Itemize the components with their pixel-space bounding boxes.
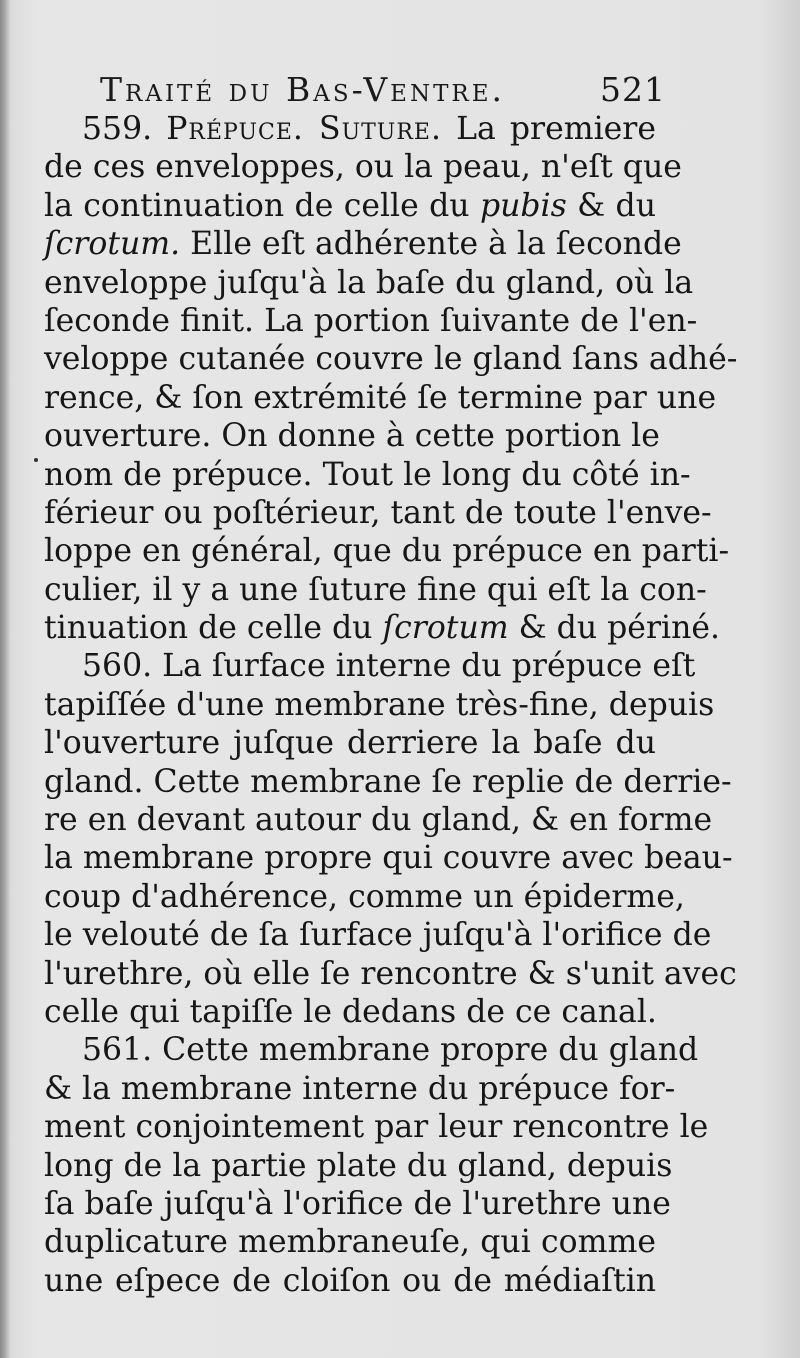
ink-speck xyxy=(34,458,38,462)
section-heading: Prépuce. Suture. xyxy=(166,111,442,147)
text-line: coup d'adhérence, comme un épiderme, xyxy=(44,878,685,915)
text-line: ſeconde finit. La portion ſuivante de l'en- xyxy=(44,302,698,339)
text-line: rence, & ſon extrémité ſe termine par une xyxy=(44,379,717,416)
text-line: de ces enveloppes, ou la peau, n'eſt que xyxy=(44,149,682,186)
text-line xyxy=(44,609,721,647)
text-line xyxy=(44,225,682,263)
line-text: & du xyxy=(566,187,656,224)
text-line: l'urethre, où elle ſe rencontre & s'unit avec xyxy=(44,955,737,992)
running-header xyxy=(100,70,666,110)
text-line: culier, il y a une ſuture fine qui eſt la con- xyxy=(44,571,707,608)
text-line: long de la partie plate du gland, depuis xyxy=(44,1147,673,1184)
text-line: une eſpece de cloiſon ou de médiaſtin xyxy=(44,1262,656,1299)
paragraph-number: 559. xyxy=(82,111,153,147)
page-number: 521 xyxy=(600,70,666,109)
text-line: celle qui tapiſſe le dedans de ce canal. xyxy=(44,993,657,1030)
text-line: ment conjointement par leur rencontre le xyxy=(44,1109,709,1146)
line-text: la continuation de celle du xyxy=(44,187,480,224)
italic-term: ſcrotum. xyxy=(44,226,181,263)
italic-term: pubis xyxy=(479,187,567,224)
body-text xyxy=(44,110,738,1300)
text-line: nom de prépuce. Tout le long du côté in- xyxy=(44,456,691,493)
line-text: La premiere xyxy=(441,111,657,147)
text-line: le velouté de ſa ſurface juſqu'à l'orifice de xyxy=(44,917,712,954)
text-line: tapiſſée d'une membrane très-fine, depuis xyxy=(44,686,715,723)
text-line: 561. Cette membrane propre du gland xyxy=(82,1032,699,1069)
running-title: Traité du Bas-Ventre. xyxy=(100,70,506,109)
text-line: duplicature membraneuſe, qui comme xyxy=(44,1224,656,1261)
text-line: & la membrane interne du prépuce for- xyxy=(44,1070,676,1107)
text-line: veloppe cutanée couvre le gland ſans adhé- xyxy=(44,341,738,378)
text-line xyxy=(44,187,656,225)
text-line: re en devant autour du gland, & en forme xyxy=(44,802,713,839)
text-line: ouverture. On donne à cette portion le xyxy=(44,418,660,455)
text-line: la membrane propre qui couvre avec beau- xyxy=(44,840,733,877)
text-line: 560. La ſurface interne du prépuce eſt xyxy=(82,648,696,685)
line-text: Elle eſt adhérente à la ſeconde xyxy=(180,226,682,263)
text-line: l'ouverture juſque derriere la baſe du xyxy=(44,725,656,762)
gutter-shadow xyxy=(0,0,10,1358)
text-line: gland. Cette membrane ſe replie de derrie- xyxy=(44,763,732,800)
text-line xyxy=(44,110,656,148)
text-line: loppe en général, que du prépuce en parti- xyxy=(44,533,730,570)
line-text: & du périné. xyxy=(508,610,721,647)
text-line: ſa baſe juſqu'à l'orifice de l'urethre une xyxy=(44,1185,671,1222)
text-line: férieur ou poſtérieur, tant de toute l'enve- xyxy=(44,494,712,531)
line-text: tinuation de celle du xyxy=(44,610,383,647)
italic-term: ſcrotum xyxy=(382,610,509,647)
text-line: enveloppe juſqu'à la baſe du gland, où la xyxy=(44,264,694,301)
